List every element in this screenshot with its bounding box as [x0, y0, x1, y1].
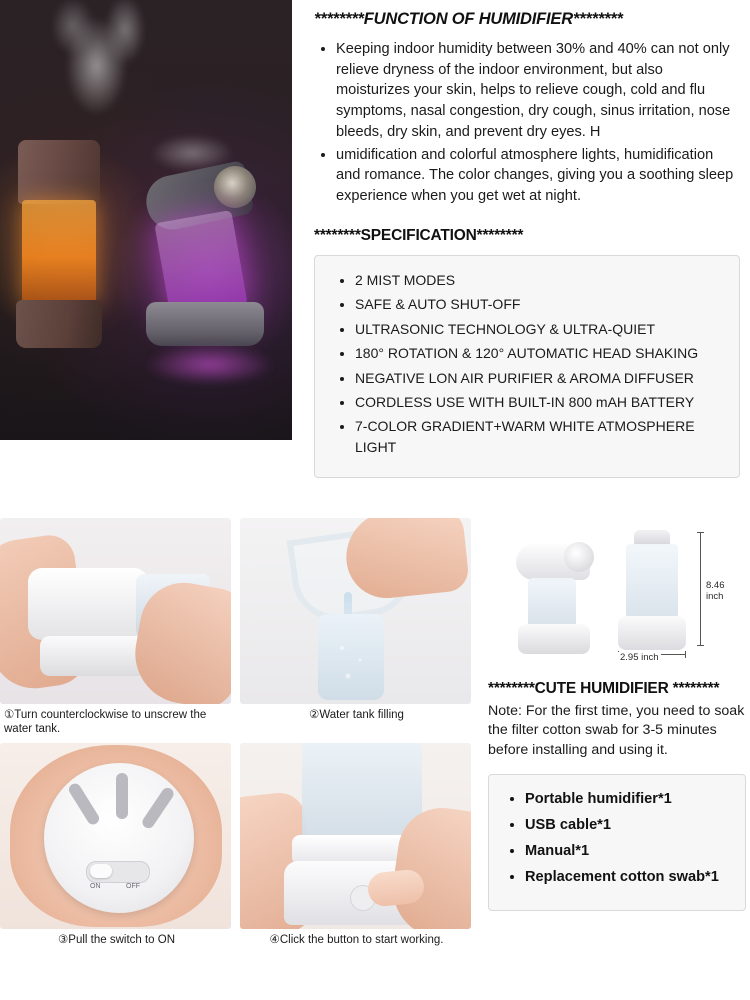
brown-unit-base: [16, 300, 102, 348]
floor-glow: [120, 330, 292, 400]
bubbles-icon: [332, 638, 372, 692]
specification-heading: ********SPECIFICATION********: [314, 226, 524, 244]
step-1: [0, 518, 231, 743]
step-4: [240, 743, 471, 953]
package-contents-box: [488, 774, 746, 911]
vent-slot-icon: [116, 773, 128, 819]
list-item: • USB cable*1: [525, 815, 737, 836]
list-item: • Keeping indoor humidity between 30% and 40% can not only relieve dryness of the indoor environment, but also moisturizes your skin, helps to relieve cough, cold and flu symptoms, nasal congestion, dry cough, sinus irritation, nose bleeds, dry skin, and prevent dry eyes. H: [336, 39, 740, 143]
step-row-top: [0, 518, 480, 743]
unit-base: [518, 624, 590, 654]
switch-label-on: ON: [90, 882, 101, 890]
cute-humidifier-title: ********CUTE HUMIDIFIER ********: [488, 680, 720, 697]
list-item: • 180° ROTATION & 120° AUTOMATIC HEAD SHAKING: [355, 343, 727, 363]
list-item: • SAFE & AUTO SHUT-OFF: [355, 294, 727, 314]
step-row-bottom: [0, 743, 480, 953]
list-item: • NEGATIVE LON AIR PURIFIER & AROMA DIFFUSER: [355, 368, 727, 388]
instruction-steps: [0, 518, 480, 953]
list-item: • umidification and colorful atmosphere lights, humidification and romance. The color changes, giving you a soothing sleep experience when you get wet at night.: [336, 145, 740, 207]
switch-label-off: OFF: [126, 882, 140, 890]
height-dimension-label: 8.46 inch: [704, 580, 746, 602]
assembled-unit-figure: [512, 538, 598, 658]
function-heading: ********FUNCTION OF HUMIDIFIER********: [314, 10, 623, 28]
device-body: [28, 568, 148, 640]
step-2-caption: ②Water tank filling: [309, 709, 404, 721]
step-2: [240, 518, 471, 743]
step-1-photo: [0, 518, 231, 704]
humidifier-brown-unit: [16, 140, 102, 350]
list-item: • 7-COLOR GRADIENT+WARM WHITE ATMOSPHERE LIGHT: [355, 416, 727, 457]
width-dimension-label: 2.95 inch: [620, 652, 659, 663]
step-3: [0, 743, 231, 953]
specification-box: [314, 255, 740, 479]
list-item: • Portable humidifier*1: [525, 789, 737, 810]
measured-unit-figure: [616, 530, 690, 662]
list-item: • CORDLESS USE WITH BUILT-IN 800 mAH BATTERY: [355, 392, 727, 412]
step-4-photo: [240, 743, 471, 929]
brown-unit-amber-tank: [22, 200, 96, 304]
list-item: • Manual*1: [525, 841, 737, 862]
product-hero-photo: [0, 0, 292, 440]
list-item: • 2 MIST MODES: [355, 270, 727, 290]
humidifier-grey-unit: [140, 170, 270, 350]
list-item: • Replacement cotton swab*1: [525, 867, 737, 888]
step-2-photo: [240, 518, 471, 704]
device-water-tank: [302, 743, 422, 841]
specification-list: [321, 270, 727, 458]
function-bullet-list: [314, 39, 740, 207]
unit-tank: [528, 578, 576, 628]
list-item: • ULTRASONIC TECHNOLOGY & ULTRA-QUIET: [355, 319, 727, 339]
power-switch-knob[interactable]: [90, 864, 112, 878]
step-3-caption: ③Pull the switch to ON: [57, 933, 176, 946]
unit-nozzle-icon: [564, 542, 594, 572]
unit-body: [626, 544, 678, 618]
right-lower-panel: [488, 524, 746, 911]
height-dimension-line: [700, 532, 701, 646]
hand-pouring-icon: [342, 518, 470, 602]
dimension-figure: [488, 524, 746, 672]
text-column: [292, 0, 750, 518]
step-4-caption: ④Click the button to start working.: [269, 933, 444, 946]
step-3-photo: [0, 743, 231, 929]
brown-unit-cap: [18, 140, 100, 204]
step-1-caption: ①Turn counterclockwise to unscrew the water tank.: [4, 709, 207, 736]
unit-foot: [618, 616, 686, 650]
package-contents-list: [493, 789, 737, 889]
cute-humidifier-note: Note: For the first time, you need to soak the filter cotton swab for 3-5 minutes before installing and using it.: [488, 703, 745, 758]
